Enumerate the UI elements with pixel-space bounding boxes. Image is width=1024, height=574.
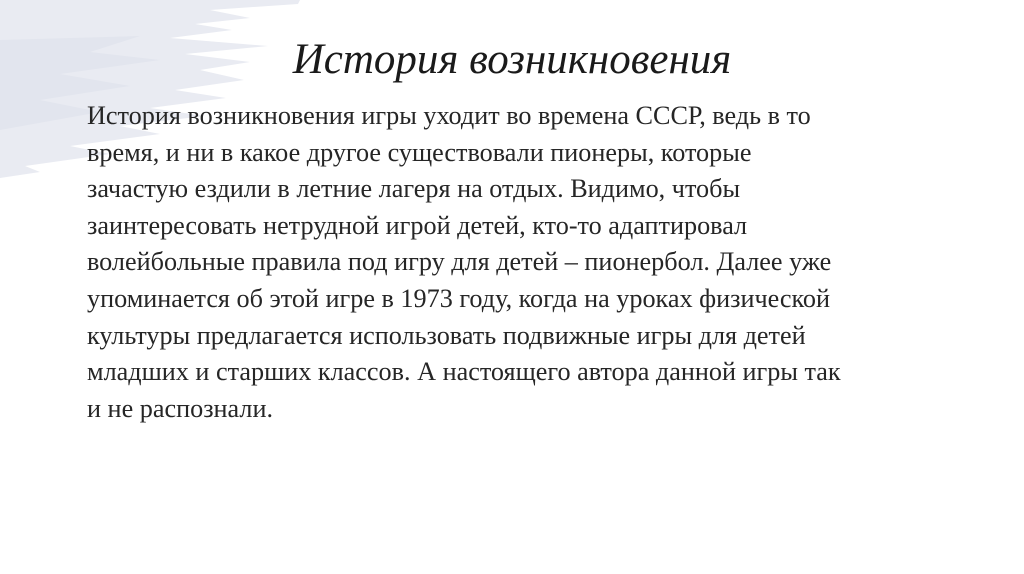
body-line: и не распознали.: [87, 393, 274, 423]
body-line: упоминается об этой игре в 1973 году, когда на уроках физической: [87, 283, 831, 313]
body-line: культуры предлагается использовать подвижные игры для детей: [87, 320, 806, 350]
body-line: волейбольные правила под игру для детей – пионербол. Далее уже: [87, 247, 832, 277]
body-paragraph: [87, 98, 967, 427]
body-line: младших и старших классов. А настоящего автора данной игры так: [87, 357, 841, 387]
body-line: время, и ни в какое другое существовали пионеры, которые: [87, 137, 752, 167]
body-line: зачастую ездили в летние лагеря на отдых. Видимо, чтобы: [87, 174, 741, 204]
slide-title: История возникновения: [292, 36, 732, 83]
body-line: История возникновения игры уходит во времена СССР, ведь в то: [87, 101, 811, 130]
body-line: заинтересовать нетрудной игрой детей, кто-то адаптировал: [87, 210, 748, 240]
